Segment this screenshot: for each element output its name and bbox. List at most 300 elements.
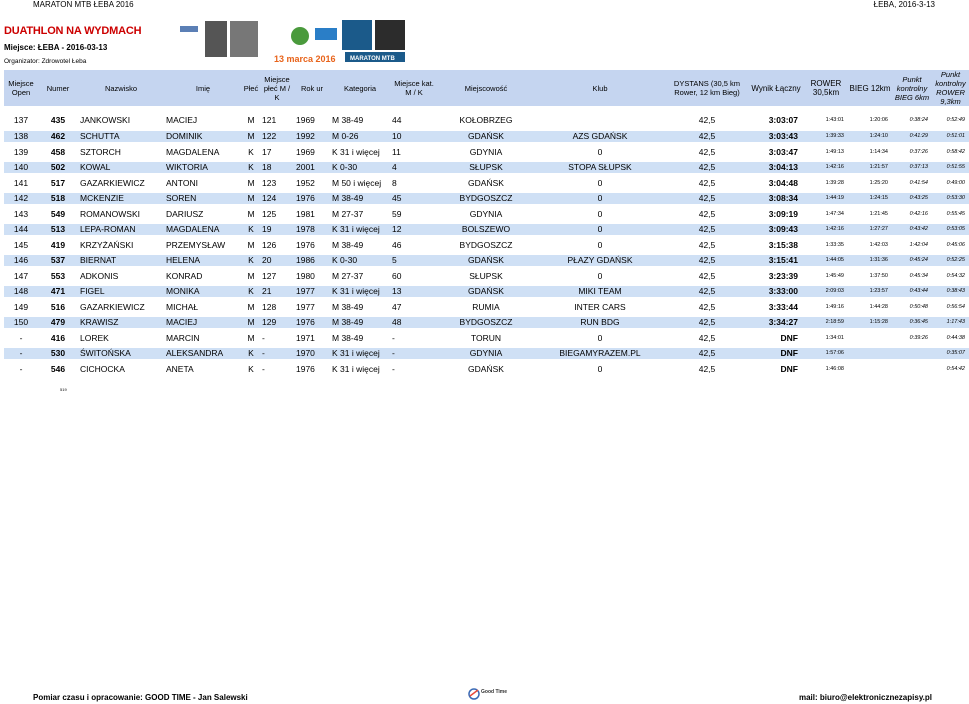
table-cell: DNF [748,361,804,377]
table-cell: 518 [38,191,78,207]
table-row [4,284,969,300]
table-cell: 17 [260,144,294,160]
table-cell: 0:50:48 [892,299,932,315]
table-cell: 1:44:28 [848,299,892,315]
table-row [4,113,969,129]
column-header: Miejsce kat. M / K [390,70,438,106]
table-cell: 479 [38,315,78,331]
table-cell: KONRAD [164,268,242,284]
table-cell: FIGEL [78,284,164,300]
table-cell: 1:33:35 [804,237,848,253]
table-cell: M [242,268,260,284]
column-header: DYSTANS (30,5 km Rower, 12 km Bieg) [666,70,748,106]
table-cell: 0:54:42 [932,361,969,377]
table-cell: 121 [260,113,294,129]
column-header: Rok ur [294,70,330,106]
table-cell: 0:55:45 [932,206,969,222]
table-cell: LEPA-ROMAN [78,222,164,238]
results-table [4,70,969,379]
table-cell: - [4,361,38,377]
table-cell: 140 [4,160,38,176]
table-cell: 47 [390,299,438,315]
table-cell: 1969 [294,113,330,129]
table-cell: K 0-30 [330,253,390,269]
table-cell: 0:49:00 [932,175,969,191]
table-cell: DNF [748,346,804,362]
table-cell: MIKI TEAM [534,284,666,300]
table-cell: KOŁOBRZEG [438,113,534,129]
table-cell: 1:57:06 [804,346,848,362]
table-cell: 0 [534,361,666,377]
table-cell: GDAŃSK [438,284,534,300]
table-cell: 145 [4,237,38,253]
table-cell: 127 [260,268,294,284]
table-cell: 10 [390,129,438,145]
table-cell: SŁUPSK [438,160,534,176]
table-cell: 0 [534,191,666,207]
table-cell [848,346,892,362]
table-cell: K [242,253,260,269]
table-cell: K 31 i więcej [330,284,390,300]
table-cell [534,113,666,129]
table-cell: 5 [390,253,438,269]
table-cell: SCHUTTA [78,129,164,145]
table-cell: 1976 [294,191,330,207]
table-cell: ANTONI [164,175,242,191]
table-cell: WIKTORIA [164,160,242,176]
table-cell: 3:08:34 [748,191,804,207]
event-name: MARATON MTB ŁEBA 2016 [33,0,134,9]
table-cell: 139 [4,144,38,160]
table-cell: 1:39:28 [804,175,848,191]
table-cell: 18 [260,160,294,176]
table-cell: 1:42:16 [804,222,848,238]
table-cell: 471 [38,284,78,300]
table-cell: LOREK [78,330,164,346]
table-cell: - [260,330,294,346]
table-cell: 149 [4,299,38,315]
table-cell: 0:51:01 [932,129,969,145]
table-cell: K [242,361,260,377]
table-cell: 42,5 [666,175,748,191]
table-cell: 0:54:32 [932,268,969,284]
table-cell: 1:42:03 [848,237,892,253]
table-cell: MCKENZIE [78,191,164,207]
table-cell: GAZARKIEWICZ [78,175,164,191]
table-cell: 0:52:49 [932,113,969,129]
table-cell: 13 [390,284,438,300]
table-cell: K 31 i więcej [330,361,390,377]
table-cell: 122 [260,129,294,145]
table-cell: 1:34:01 [804,330,848,346]
column-header: Imię [164,70,242,106]
table-cell: 4 [390,160,438,176]
table-cell: 0:43:25 [892,191,932,207]
table-cell: 3:04:48 [748,175,804,191]
logo-text: Good Time [481,689,508,695]
table-cell: 435 [38,113,78,129]
table-cell: ALEKSANDRA [164,346,242,362]
table-cell: 513 [38,222,78,238]
table-cell: 3:09:19 [748,206,804,222]
table-cell: M 38-49 [330,237,390,253]
table-cell: 1976 [294,315,330,331]
table-cell: 42,5 [666,160,748,176]
table-cell: K 31 i więcej [330,144,390,160]
table-cell: SZTORCH [78,144,164,160]
table-cell: GDYNIA [438,206,534,222]
table-cell: K [242,284,260,300]
table-cell: RUN BDG [534,315,666,331]
table-cell: DARIUSZ [164,206,242,222]
table-cell: 125 [260,206,294,222]
table-cell: K 31 i więcej [330,346,390,362]
table-cell: 1:14:34 [848,144,892,160]
table-cell: 549 [38,206,78,222]
table-cell: GDAŃSK [438,129,534,145]
table-cell: 1981 [294,206,330,222]
table-cell: M 50 i więcej [330,175,390,191]
table-cell: M 38-49 [330,330,390,346]
table-cell: 2001 [294,160,330,176]
table-cell: M 27-37 [330,268,390,284]
table-cell: GDAŃSK [438,253,534,269]
table-cell: 45 [390,191,438,207]
table-cell: 0:45:06 [932,237,969,253]
table-cell: 1:46:08 [804,361,848,377]
table-cell: ANETA [164,361,242,377]
table-cell: 42,5 [666,237,748,253]
table-cell: AZS GDAŃSK [534,129,666,145]
athlete-photo-2 [230,21,258,57]
table-cell: M [242,175,260,191]
table-cell: 8 [390,175,438,191]
table-cell: INTER CARS [534,299,666,315]
table-cell: 42,5 [666,129,748,145]
table-cell: M [242,237,260,253]
table-cell: 0:42:16 [892,206,932,222]
table-cell: K [242,144,260,160]
event-place-date: ŁEBA, 2016-3-13 [873,0,935,9]
table-cell: M [242,206,260,222]
table-cell: 516 [38,299,78,315]
table-cell: GDAŃSK [438,175,534,191]
sponsor-logo-2 [375,20,405,50]
table-cell: 458 [38,144,78,160]
table-cell: 1:44:05 [804,253,848,269]
table-cell: M 38-49 [330,315,390,331]
table-cell: 129 [260,315,294,331]
table-cell: K 0-30 [330,160,390,176]
table-cell: 3:33:00 [748,284,804,300]
table-cell: 1969 [294,144,330,160]
table-cell: MACIEJ [164,315,242,331]
table-cell: 1:42:04 [892,237,932,253]
table-cell: 1:45:49 [804,268,848,284]
table-cell: 0 [534,206,666,222]
table-cell: 0:58:42 [932,144,969,160]
table-cell: 1980 [294,268,330,284]
table-cell: 1992 [294,129,330,145]
table-cell: 1:25:20 [848,175,892,191]
table-cell: 0:36:45 [892,315,932,331]
table-cell: SŁUPSK [438,268,534,284]
table-cell: 1:27:27 [848,222,892,238]
table-cell: 11 [390,144,438,160]
table-cell: KRZYŻAŃSKI [78,237,164,253]
table-cell: 0:39:26 [892,330,932,346]
banner-date: 13 marca 2016 [274,54,336,64]
table-cell: 1:17:43 [932,315,969,331]
table-cell: 1:20:06 [848,113,892,129]
table-cell: 1978 [294,222,330,238]
table-cell: ŚWITOŃSKA [78,346,164,362]
table-cell: 3:09:43 [748,222,804,238]
table-cell: K 31 i więcej [330,222,390,238]
table-cell: BIERNAT [78,253,164,269]
column-header: Klub [534,70,666,106]
table-cell: 0 [534,268,666,284]
table-cell: TORUN [438,330,534,346]
column-header: Wynik Łączny [748,70,804,106]
table-cell [848,330,892,346]
table-cell: 1:44:19 [804,191,848,207]
table-cell: BOLSZEWO [438,222,534,238]
table-cell: BYDGOSZCZ [438,315,534,331]
table-cell: 3:33:44 [748,299,804,315]
results-body [4,106,969,377]
table-cell: MONIKA [164,284,242,300]
table-cell: 1:47:34 [804,206,848,222]
table-cell: JANKOWSKI [78,113,164,129]
table-cell: MICHAŁ [164,299,242,315]
table-row [4,222,969,238]
table-row [4,129,969,145]
table-cell: STOPA SŁUPSK [534,160,666,176]
table-cell: GDYNIA [438,144,534,160]
table-cell: 1:43:01 [804,113,848,129]
column-header: Numer [38,70,78,106]
table-cell: - [390,361,438,377]
table-cell: 1971 [294,330,330,346]
table-cell: 0:45:34 [892,268,932,284]
table-cell: 1:39:33 [804,129,848,145]
table-cell: PŁAZY GDAŃSK [534,253,666,269]
table-cell: K [242,160,260,176]
table-cell: MARCIN [164,330,242,346]
table-cell: 1:49:13 [804,144,848,160]
table-cell: PRZEMYSŁAW [164,237,242,253]
table-cell: 0:37:26 [892,144,932,160]
table-cell: 3:23:39 [748,268,804,284]
footer-timing-credit: Pomiar czasu i opracowanie: GOOD TIME - Jan Salewski [33,693,248,702]
table-cell: 1:24:15 [848,191,892,207]
table-cell: 0:37:13 [892,160,932,176]
table-cell: 42,5 [666,144,748,160]
page-title: DUATHLON NA WYDMACH [4,25,142,37]
table-cell: 1:31:36 [848,253,892,269]
table-cell: 20 [260,253,294,269]
table-cell: 0:38:24 [892,113,932,129]
table-cell [892,346,932,362]
table-row [4,346,969,362]
table-cell: 517 [38,175,78,191]
athlete-photo-1 [205,21,227,57]
table-cell: 1:21:57 [848,160,892,176]
table-cell: KOWAL [78,160,164,176]
table-cell: - [4,330,38,346]
table-cell: 546 [38,361,78,377]
good-time-logo [466,686,506,702]
table-cell: M [242,113,260,129]
table-cell: 42,5 [666,315,748,331]
table-cell: 19 [260,222,294,238]
table-cell: 42,5 [666,346,748,362]
table-row [4,144,969,160]
table-row [4,330,969,346]
footer-email: mail: biuro@elektronicznezapisy.pl [798,693,932,702]
table-cell: 0:53:05 [932,222,969,238]
table-cell: M 38-49 [330,299,390,315]
organizer-line: Organizator: Zdrowotel Łeba [4,58,87,65]
table-cell: 124 [260,191,294,207]
banner-text: MARATON MTB [350,56,395,62]
table-cell: 46 [390,237,438,253]
table-cell: 0 [534,222,666,238]
column-header: ROWER 30,5km [804,70,848,106]
table-cell: 0 [534,144,666,160]
table-cell: 3:15:41 [748,253,804,269]
table-cell: 3:03:47 [748,144,804,160]
table-row [4,191,969,207]
table-cell: 0:51:55 [932,160,969,176]
column-header: Punkt kontrolny ROWER 9,3km [932,70,969,106]
table-cell: 0:38:43 [932,284,969,300]
column-header: Płeć [242,70,260,106]
table-cell: 3:15:38 [748,237,804,253]
table-cell: 1:37:50 [848,268,892,284]
table-cell: 0:56:54 [932,299,969,315]
table-cell: 1977 [294,299,330,315]
table-cell: M 38-49 [330,113,390,129]
table-cell: 42,5 [666,191,748,207]
table-cell: GDAŃSK [438,361,534,377]
table-cell: - [390,330,438,346]
page-topbar [0,0,959,10]
table-cell: BIEGAMYRAZEM.PL [534,346,666,362]
table-row [4,237,969,253]
table-cell: RUMIA [438,299,534,315]
table-cell: K [242,222,260,238]
table-cell: GDYNIA [438,346,534,362]
table-cell: 138 [4,129,38,145]
table-cell: 3:03:07 [748,113,804,129]
table-cell: 0 [534,330,666,346]
vtp-logo [315,28,337,40]
table-cell: M [242,299,260,315]
table-cell: 42,5 [666,330,748,346]
column-header: Punkt kontrolny BIEG 6km [892,70,932,106]
duathlon-logo [342,20,372,50]
page-subtitle: Miejsce: ŁEBA - 2016-03-13 [4,43,108,52]
table-cell: SOREN [164,191,242,207]
table-row [4,361,969,377]
table-cell: CICHOCKA [78,361,164,377]
table-cell: 126 [260,237,294,253]
table-cell: 502 [38,160,78,176]
table-cell: M [242,129,260,145]
table-cell: 137 [4,113,38,129]
table-cell: 1:23:57 [848,284,892,300]
table-cell: 141 [4,175,38,191]
column-header: Miejsce płeć M / K [260,70,294,106]
table-cell: K [242,346,260,362]
table-row [4,299,969,315]
table-cell: 44 [390,113,438,129]
table-cell: ROMANOWSKI [78,206,164,222]
sponsor-logo-1 [180,26,198,32]
table-cell: 42,5 [666,361,748,377]
table-cell: HELENA [164,253,242,269]
table-cell [848,361,892,377]
table-cell: 0:44:38 [932,330,969,346]
table-cell: 42,5 [666,113,748,129]
table-cell: 21 [260,284,294,300]
table-cell: 42,5 [666,206,748,222]
column-header: Nazwisko [78,70,164,106]
table-cell: M 0-26 [330,129,390,145]
cyclist-logo [291,27,309,45]
table-cell: M [242,191,260,207]
column-header: BIEG 12km [848,70,892,106]
table-cell: DOMINIK [164,129,242,145]
table-cell: 59 [390,206,438,222]
table-cell: 1:21:45 [848,206,892,222]
table-cell: BYDGOSZCZ [438,237,534,253]
table-cell: 2:09:03 [804,284,848,300]
table-cell: 537 [38,253,78,269]
table-cell: M [242,315,260,331]
table-cell: - [4,346,38,362]
table-cell: 144 [4,222,38,238]
table-cell: 2:18:59 [804,315,848,331]
table-cell: 1976 [294,237,330,253]
table-cell: 1970 [294,346,330,362]
table-cell: 419 [38,237,78,253]
table-cell: M 38-49 [330,191,390,207]
table-cell: 1:15:28 [848,315,892,331]
table-cell: 3:04:13 [748,160,804,176]
table-cell: GAZARKIEWICZ [78,299,164,315]
table-cell: 142 [4,191,38,207]
table-cell: MAGDALENA [164,144,242,160]
table-cell: 148 [4,284,38,300]
table-row [4,160,969,176]
table-cell: 42,5 [666,222,748,238]
table-cell: 128 [260,299,294,315]
table-cell: DNF [748,330,804,346]
table-cell: 0 [534,175,666,191]
table-cell: 0 [534,237,666,253]
table-row [4,175,969,191]
table-cell: 0:41:54 [892,175,932,191]
table-cell: 1:49:16 [804,299,848,315]
table-header-row [4,70,969,106]
table-cell: ADKONIS [78,268,164,284]
tiny-note: 519 [60,387,67,392]
table-cell: 1976 [294,361,330,377]
table-cell: M [242,330,260,346]
